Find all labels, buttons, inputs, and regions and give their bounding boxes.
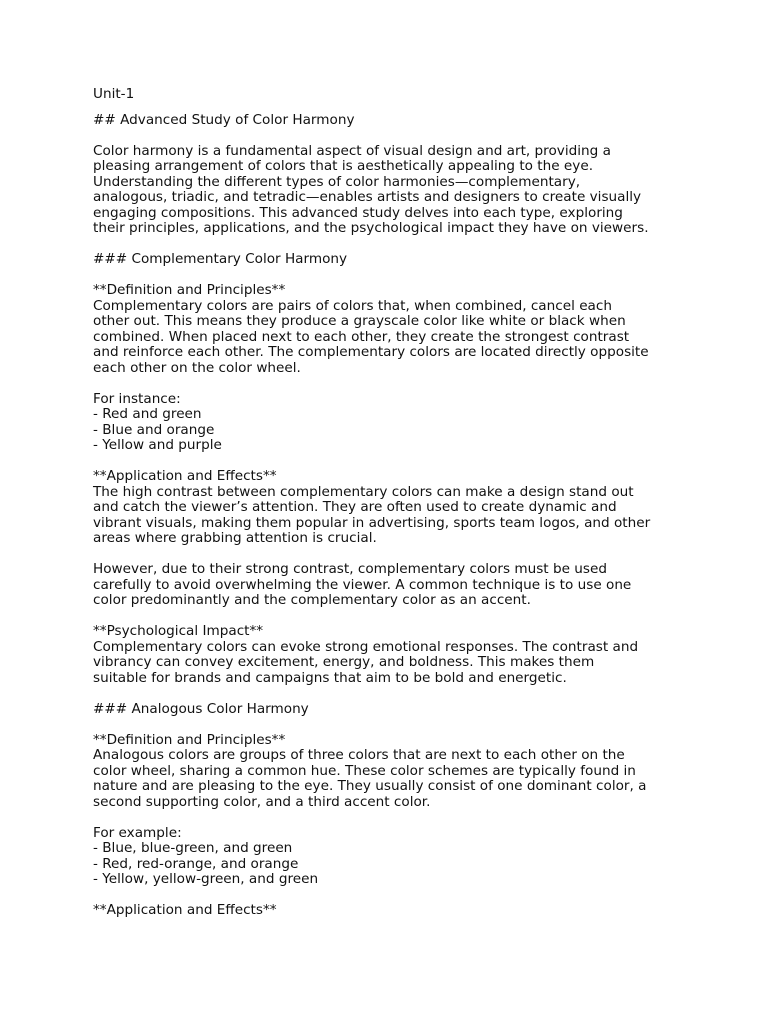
blank-line [93, 268, 693, 284]
paragraph-line: other out. This means they produce a grayscale color like white or black when [93, 313, 626, 329]
paragraph-line: color wheel, sharing a common hue. These color schemes are typically found in [93, 762, 636, 779]
blank-line [93, 128, 693, 144]
intro-paragraph-line: Color harmony is a fundamental aspect of visual design and art, providing a [93, 142, 611, 159]
paragraph-line: However, due to their strong contrast, complementary colors must be used [93, 561, 607, 577]
list-item: - Red and green [93, 406, 202, 422]
subheading-application: **Application and Effects** [93, 468, 277, 484]
paragraph-line: areas where grabbing attention is crucial. [93, 530, 377, 546]
list-intro: For example: [93, 824, 182, 841]
paragraph-line: Complementary colors can evoke strong emotional responses. The contrast and [93, 638, 639, 655]
subheading-psychological: **Psychological Impact** [93, 623, 264, 639]
paragraph-line: vibrant visuals, making them popular in advertising, sports team logos, and other [93, 514, 651, 531]
section-heading-analogous: ### Analogous Color Harmony [93, 700, 309, 717]
intro-paragraph-line: Understanding the different types of color harmonies—complementary, [93, 173, 581, 190]
document-title: ## Advanced Study of Color Harmony [93, 111, 355, 128]
list-item: - Yellow, yellow-green, and green [93, 871, 319, 887]
unit-label: Unit-1 [93, 86, 135, 102]
document-page [93, 87, 693, 919]
intro-paragraph-line: analogous, triadic, and tetradic—enables artists and designers to create visually [93, 189, 642, 205]
paragraph-line: Analogous colors are groups of three colors that are next to each other on the [93, 747, 625, 763]
paragraph-line: vibrancy can convey excitement, energy, and boldness. This makes them [93, 654, 595, 670]
paragraph-line: each other on the color wheel. [93, 359, 301, 376]
blank-line [93, 609, 693, 625]
blank-line [93, 237, 693, 253]
intro-paragraph-line: their principles, applications, and the psychological impact they have on viewers. [93, 220, 649, 236]
list-item: - Red, red-orange, and orange [93, 855, 299, 872]
subheading-definition: **Definition and Principles** [93, 282, 286, 298]
list-item: - Blue and orange [93, 421, 215, 438]
paragraph-line: The high contrast between complementary colors can make a design stand out [93, 483, 634, 500]
paragraph-line: Complementary colors are pairs of colors that, when combined, cancel each [93, 297, 612, 314]
list-intro: For instance: [93, 390, 181, 407]
blank-line [93, 888, 693, 904]
paragraph-line: suitable for brands and campaigns that aim to be bold and energetic. [93, 669, 567, 686]
paragraph-line: color predominantly and the complementary color as an accent. [93, 592, 531, 608]
blank-line [93, 376, 693, 392]
paragraph-line: nature and are pleasing to the eye. They usually consist of one dominant color, a [93, 778, 647, 794]
spacer [93, 103, 693, 113]
blank-line [93, 686, 693, 702]
list-item: - Yellow and purple [93, 437, 222, 453]
subheading-definition: **Definition and Principles** [93, 731, 286, 748]
blank-line [93, 454, 693, 470]
blank-line [93, 547, 693, 563]
blank-line [93, 717, 693, 733]
paragraph-line: combined. When placed next to each other, they create the strongest contrast [93, 328, 630, 345]
paragraph-line: and reinforce each other. The complementary colors are located directly opposite [93, 344, 649, 360]
blank-line [93, 810, 693, 826]
section-heading-complementary: ### Complementary Color Harmony [93, 251, 348, 267]
paragraph-line: carefully to avoid overwhelming the viewer. A common technique is to use one [93, 576, 632, 593]
paragraph-line: and catch the viewer’s attention. They are often used to create dynamic and [93, 499, 617, 515]
subheading-application: **Application and Effects** [93, 902, 277, 918]
intro-paragraph-line: pleasing arrangement of colors that is aesthetically appealing to the eye. [93, 158, 594, 174]
paragraph-line: second supporting color, and a third accent color. [93, 793, 431, 810]
list-item: - Blue, blue-green, and green [93, 840, 293, 856]
intro-paragraph-line: engaging compositions. This advanced study delves into each type, exploring [93, 204, 623, 221]
